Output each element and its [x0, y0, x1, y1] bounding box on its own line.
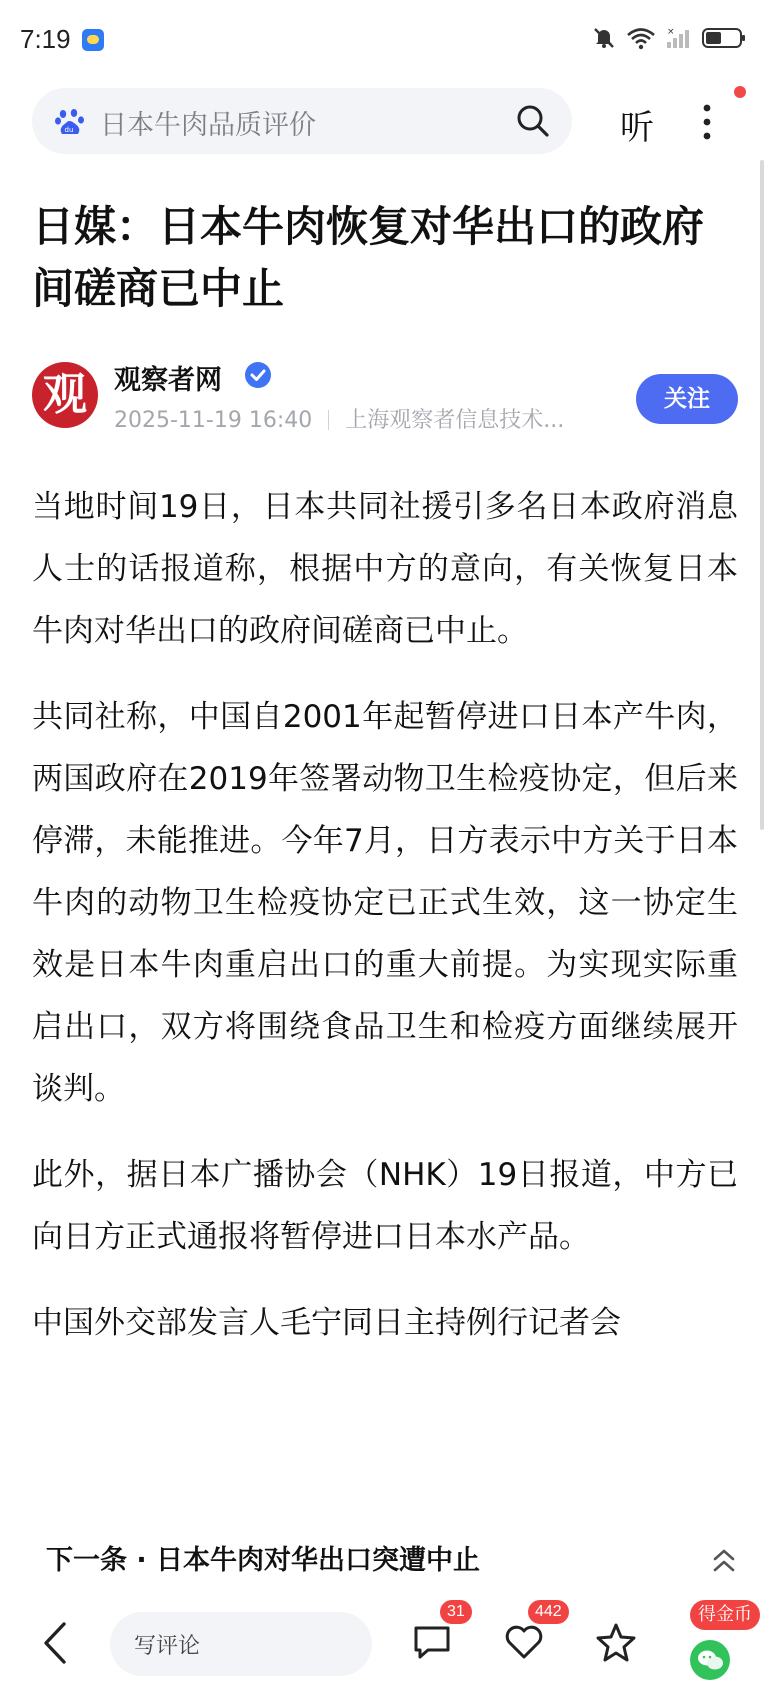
status-icons — [592, 26, 746, 50]
comment-button[interactable] — [410, 1603, 465, 1670]
meta-divider — [328, 410, 329, 430]
author-meta — [114, 403, 564, 434]
earn-coins-badge[interactable]: 得金币 — [690, 1600, 760, 1630]
mute-icon — [592, 26, 616, 50]
article-paragraph: 共同社称，中国自2001年起暂停进口日本产牛肉，两国政府在2019年签署动物卫生检疫协定，但后来停滞，未能推进。今年7月，日方表示中方关于日本牛肉的动物卫生检疫协定已正式生效，这一协定生效是日本牛肉重启出口的重大前提。为实现实际重启出口，双方将围绕食品卫生和检疫方面继续展开谈判。 — [32, 699, 738, 1107]
next-article-bar[interactable] — [0, 1524, 768, 1596]
author-name[interactable]: 观察者网 — [114, 365, 222, 396]
next-article-label: 下一条 · 日本牛肉对华出口突遭中止 — [46, 1545, 481, 1576]
chevron-up-icon[interactable] — [712, 1548, 736, 1574]
notification-dot — [734, 86, 746, 98]
bottom-action-bar — [0, 1600, 768, 1690]
article-title: 日媒：日本牛肉恢复对华出口的政府间磋商已中止 — [32, 202, 705, 313]
status-bar — [0, 0, 768, 80]
article-paragraph: 中国外交部发言人毛宁同日主持例行记者会 — [32, 1305, 621, 1341]
publish-date: 2025-11-19 16:40 — [114, 408, 313, 433]
author-row — [32, 358, 738, 434]
favorite-button[interactable] — [594, 1620, 644, 1670]
like-count-badge: 442 — [528, 1600, 569, 1624]
wechat-coin-icon — [690, 1640, 730, 1680]
article-paragraph: 此外，据日本广播协会（NHK）19日报道，中方已向日方正式通报将暂停进口日本水产品。 — [32, 1157, 738, 1255]
like-button[interactable] — [502, 1603, 562, 1670]
comment-placeholder: 写评论 — [134, 1634, 201, 1659]
heart-icon — [502, 1620, 546, 1664]
more-menu-icon[interactable] — [692, 98, 722, 146]
search-input[interactable] — [32, 88, 572, 154]
star-icon — [594, 1620, 638, 1664]
svg-text:du: du — [64, 126, 74, 134]
article-paragraph: 当地时间19日，日本共同社援引多名日本政府消息人士的话报道称，根据中方的意向，有关恢复日本牛肉对华出口的政府间磋商已中止。 — [32, 489, 738, 649]
scrollbar[interactable] — [760, 160, 764, 830]
search-placeholder: 日本牛肉品质评价 — [100, 110, 316, 141]
search-header — [32, 88, 736, 156]
wifi-icon — [626, 26, 656, 50]
battery-icon — [702, 26, 746, 50]
svg-text:×: × — [667, 27, 675, 37]
publisher-source: 上海观察者信息技术... — [345, 408, 565, 433]
listen-button[interactable]: 听 — [620, 108, 654, 148]
comment-icon — [410, 1620, 454, 1664]
verified-icon — [244, 361, 272, 389]
comment-input[interactable] — [110, 1612, 372, 1676]
avatar[interactable]: 观 — [32, 362, 98, 428]
follow-button[interactable]: 关注 — [636, 374, 738, 424]
status-time: 7:19 — [20, 24, 71, 54]
back-arrow-icon[interactable] — [40, 1620, 70, 1666]
search-icon[interactable] — [516, 104, 550, 138]
article-body — [32, 476, 738, 1378]
comment-count-badge: 31 — [440, 1600, 472, 1624]
app-notification-icon — [82, 29, 104, 51]
coin-icon[interactable] — [690, 1640, 730, 1680]
baidu-logo-icon — [54, 106, 86, 138]
signal-icon — [666, 26, 692, 50]
